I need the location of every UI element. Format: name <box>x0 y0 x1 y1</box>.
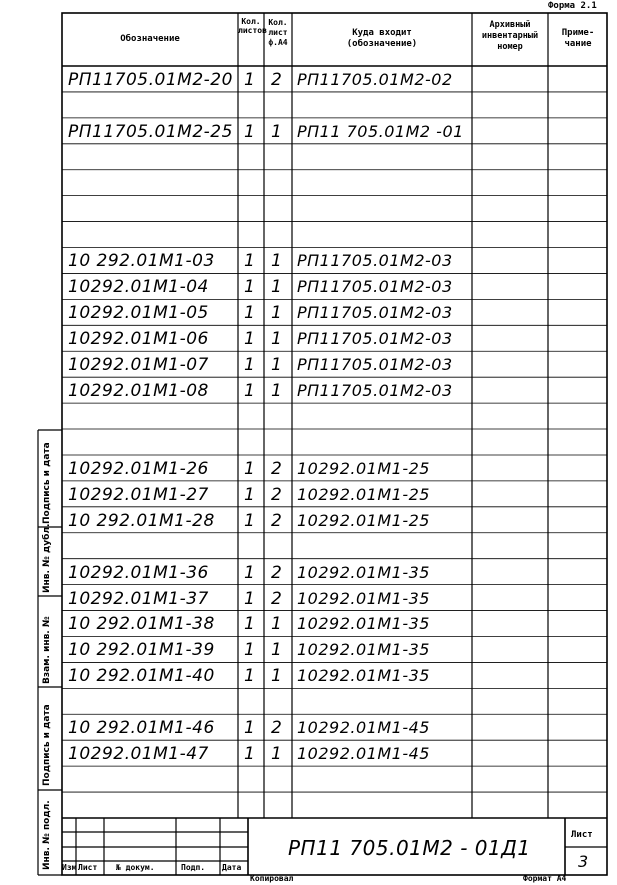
cell-a4: 1 <box>271 355 283 376</box>
cell-designation: 10 292.01М1-03 <box>68 251 215 272</box>
cell-a4: 1 <box>271 329 283 350</box>
header-note: Приме- чание <box>561 28 595 49</box>
cell-designation: 10292.01М1-37 <box>68 588 209 609</box>
cell-where-used: РП11705.01М2-03 <box>297 277 453 297</box>
cell-designation: РП11705.01М2-20 <box>68 69 233 90</box>
cell-where-used: РП11 705.01М2 -01 <box>297 121 464 141</box>
tb-list: Лист <box>78 863 98 872</box>
table-row <box>0 636 617 662</box>
header-archive: Архивный инвентарный номер <box>481 20 539 52</box>
table-row <box>0 118 617 144</box>
cell-sheets: 1 <box>244 744 256 765</box>
cell-where-used: 10292.01М1-25 <box>297 458 430 478</box>
cell-sheets: 1 <box>244 718 256 739</box>
table-row <box>0 507 617 533</box>
format-label: Формат А4 <box>523 874 567 883</box>
cell-sheets: 1 <box>244 614 256 635</box>
cell-where-used: 10292.01М1-35 <box>297 562 430 582</box>
cell-where-used: 10292.01М1-45 <box>297 718 430 738</box>
header-designation: Обозначение <box>120 34 180 44</box>
cell-sheets: 1 <box>244 355 256 376</box>
table-row <box>0 248 617 274</box>
cell-designation: 10 292.01М1-39 <box>68 640 215 661</box>
cell-designation: 10 292.01М1-40 <box>68 666 215 687</box>
cell-a4: 2 <box>271 484 283 505</box>
copied-label: Копировал <box>250 874 294 883</box>
table-row <box>0 273 617 299</box>
cell-sheets: 1 <box>244 381 256 402</box>
sheet-number: 3 <box>578 852 589 871</box>
side-label-inv-orig: Инв. № подл. <box>42 800 52 870</box>
table-row <box>0 66 617 92</box>
header-qty-sheets: Кол. листов <box>238 17 267 35</box>
header-qty-a4: Кол. лист ф.А4 <box>268 18 288 47</box>
cell-where-used: 10292.01М1-25 <box>297 510 430 530</box>
cell-designation: 10 292.01М1-46 <box>68 718 215 739</box>
side-label-inv-dup: Инв. № дубл. <box>42 523 52 593</box>
cell-where-used: РП11705.01М2-03 <box>297 381 453 401</box>
cell-a4: 1 <box>271 277 283 298</box>
cell-a4: 1 <box>271 666 283 687</box>
side-label-sign-date-1: Подпись и дата <box>42 442 52 524</box>
tb-podp: Подп. <box>181 863 206 872</box>
cell-where-used: 10292.01М1-35 <box>297 588 430 608</box>
cell-sheets: 1 <box>244 121 256 142</box>
cell-where-used: РП11705.01М2-03 <box>297 329 453 349</box>
table-row <box>0 144 617 170</box>
cell-designation: 10292.01М1-27 <box>68 484 209 505</box>
cell-a4: 2 <box>271 588 283 609</box>
cell-where-used: 10292.01М1-35 <box>297 640 430 660</box>
tb-data: Дата <box>222 863 242 872</box>
cell-designation: 10292.01М1-36 <box>68 562 209 583</box>
cell-designation: 10292.01М1-47 <box>68 744 209 765</box>
table-row <box>0 481 617 507</box>
side-label-sign-date-2: Подпись и дата <box>42 704 52 786</box>
table-row <box>0 403 617 429</box>
cell-a4: 2 <box>271 562 283 583</box>
cell-designation: 10 292.01М1-38 <box>68 614 215 635</box>
sheet-label: Лист <box>571 830 593 840</box>
table-row <box>0 222 617 248</box>
cell-sheets: 1 <box>244 640 256 661</box>
cell-designation: 10292.01М1-07 <box>68 355 209 376</box>
cell-sheets: 1 <box>244 484 256 505</box>
cell-sheets: 1 <box>244 329 256 350</box>
header-where-used: Куда входит (обозначение) <box>346 28 418 49</box>
cell-sheets: 1 <box>244 666 256 687</box>
cell-a4: 1 <box>271 251 283 272</box>
table-row <box>0 740 617 766</box>
cell-a4: 2 <box>271 458 283 479</box>
cell-where-used: 10292.01М1-25 <box>297 484 430 504</box>
cell-a4: 1 <box>271 614 283 635</box>
cell-sheets: 1 <box>244 251 256 272</box>
cell-where-used: РП11705.01М2-03 <box>297 303 453 323</box>
side-label-replace-inv: Взам. инв. № <box>42 616 52 684</box>
cell-a4: 2 <box>271 718 283 739</box>
tb-izm: Изм <box>62 863 77 872</box>
table-row <box>0 714 617 740</box>
table-row <box>0 351 617 377</box>
cell-where-used: 10292.01М1-45 <box>297 744 430 764</box>
tb-doc: № докум. <box>116 863 155 872</box>
cell-a4: 1 <box>271 303 283 324</box>
cell-a4: 1 <box>271 381 283 402</box>
table-row <box>0 196 617 222</box>
cell-sheets: 1 <box>244 277 256 298</box>
table-row <box>0 533 617 559</box>
table-row <box>0 766 617 792</box>
table-row <box>0 325 617 351</box>
cell-where-used: 10292.01М1-35 <box>297 614 430 634</box>
cell-where-used: РП11705.01М2-03 <box>297 251 453 271</box>
table-row <box>0 429 617 455</box>
cell-designation: 10292.01М1-08 <box>68 381 209 402</box>
cell-designation: 10 292.01М1-28 <box>68 510 215 531</box>
cell-where-used: РП11705.01М2-02 <box>297 69 453 89</box>
doc-code: РП11 705.01М2 - 01Д1 <box>288 836 531 860</box>
table-row <box>0 559 617 585</box>
cell-where-used: РП11705.01М2-03 <box>297 355 453 375</box>
cell-sheets: 1 <box>244 458 256 479</box>
cell-a4: 2 <box>271 510 283 531</box>
table-row <box>0 662 617 688</box>
cell-sheets: 1 <box>244 562 256 583</box>
table-row <box>0 688 617 714</box>
cell-designation: 10292.01М1-06 <box>68 329 209 350</box>
cell-a4: 1 <box>271 744 283 765</box>
cell-sheets: 1 <box>244 510 256 531</box>
cell-a4: 1 <box>271 640 283 661</box>
form-label: Форма 2.1 <box>548 1 597 11</box>
table-row <box>0 170 617 196</box>
table-row <box>0 455 617 481</box>
cell-sheets: 1 <box>244 69 256 90</box>
cell-a4: 1 <box>271 121 283 142</box>
table-row <box>0 792 617 818</box>
table-row <box>0 585 617 611</box>
table-row <box>0 299 617 325</box>
cell-designation: 10292.01М1-26 <box>68 458 209 479</box>
table-row <box>0 92 617 118</box>
table-row <box>0 377 617 403</box>
cell-where-used: 10292.01М1-35 <box>297 666 430 686</box>
cell-designation: 10292.01М1-05 <box>68 303 209 324</box>
cell-designation: 10292.01М1-04 <box>68 277 209 298</box>
cell-sheets: 1 <box>244 303 256 324</box>
table-row <box>0 611 617 637</box>
cell-a4: 2 <box>271 69 283 90</box>
cell-sheets: 1 <box>244 588 256 609</box>
cell-designation: РП11705.01М2-25 <box>68 121 233 142</box>
